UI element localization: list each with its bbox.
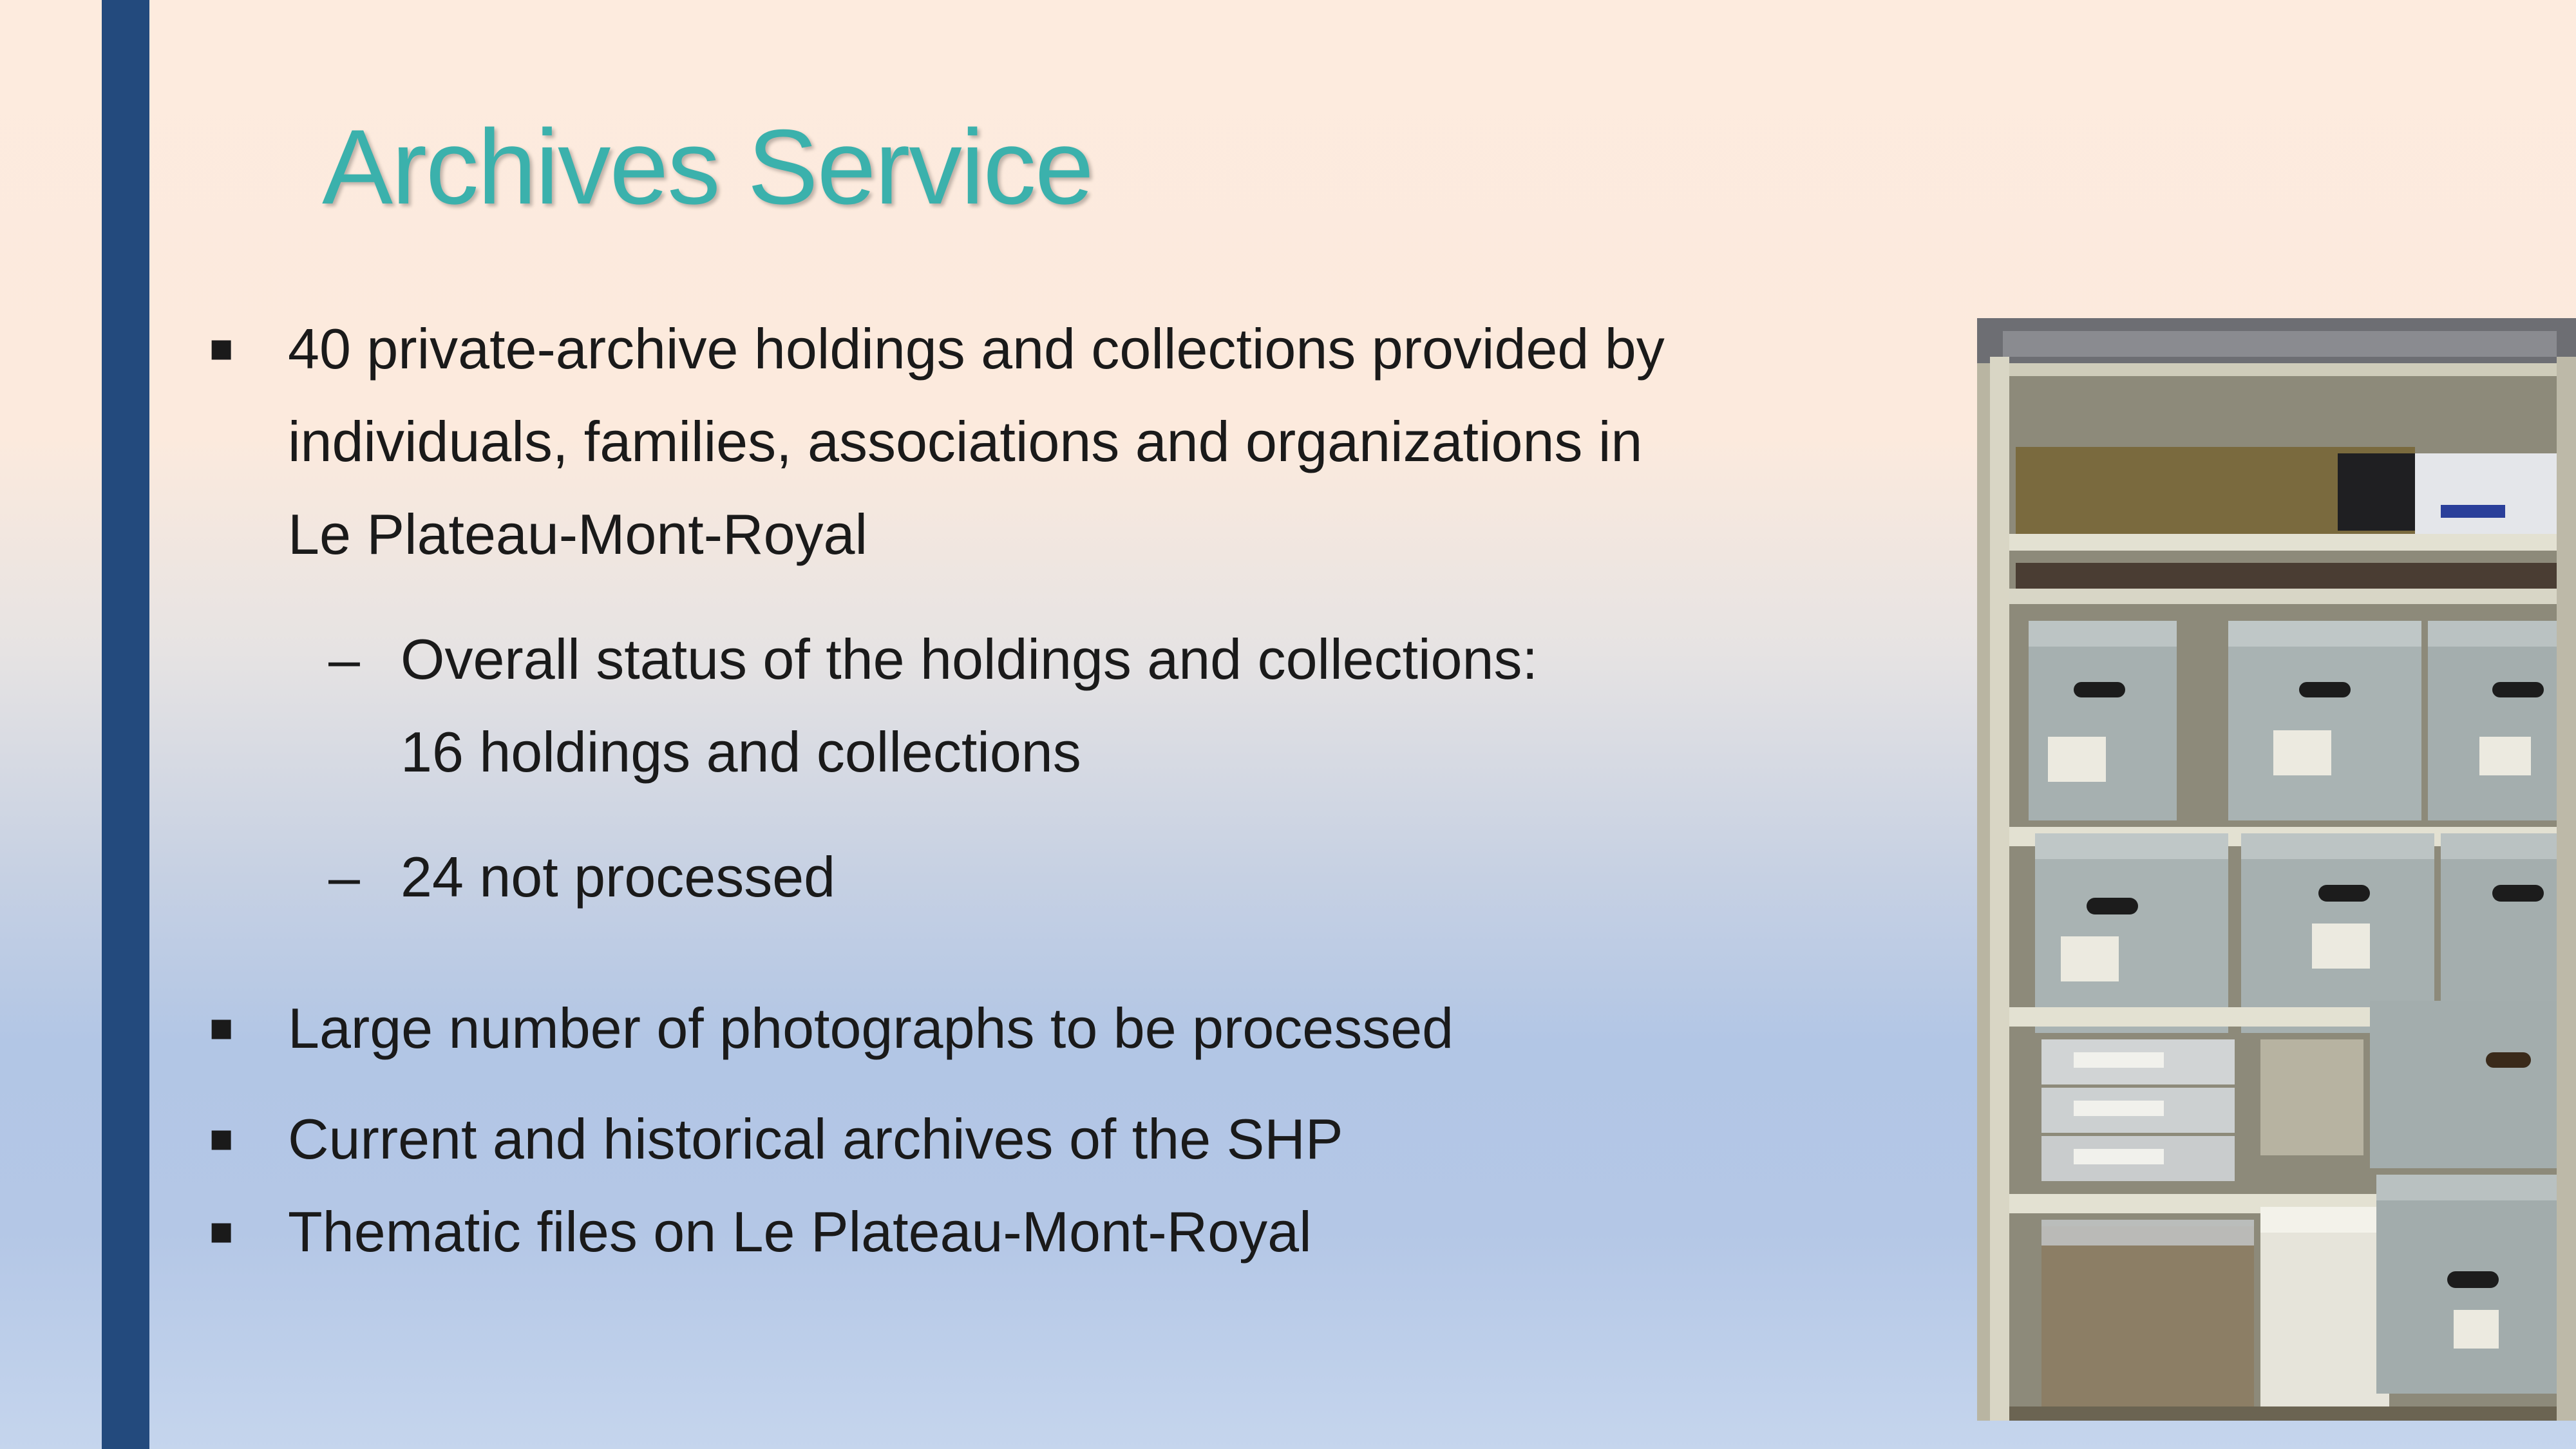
bullet-holdings — [209, 303, 1665, 581]
sub-bullet-overall-status — [328, 613, 1538, 799]
bullet-text-line: Le Plateau-Mont-Royal — [288, 502, 868, 566]
sub-bullet-text-line: 24 not processed — [401, 845, 836, 909]
left-accent-bar — [102, 0, 149, 1449]
dash-marker: – — [328, 845, 360, 909]
bullet-text-line: Large number of photographs to be processed — [288, 996, 1454, 1060]
bullet-square-icon: ■ — [209, 1117, 234, 1161]
bullet-square-icon: ■ — [209, 327, 234, 371]
bullet-text-line: individuals, families, associations and organizations in — [288, 410, 1643, 473]
bullet-shp-archives — [209, 1093, 1343, 1186]
bullet-thematic-files — [209, 1186, 1312, 1278]
bullet-text-line: Current and historical archives of the SHP — [288, 1107, 1343, 1171]
bullet-text-line: 40 private-archive holdings and collections provided by — [288, 317, 1665, 381]
sub-bullet-text-line: 16 holdings and collections — [401, 720, 1081, 784]
bullet-text-line: Thematic files on Le Plateau-Mont-Royal — [288, 1200, 1312, 1264]
archive-shelf-photo — [1977, 318, 2576, 1421]
sub-bullet-text-line: Overall status of the holdings and collections: — [401, 627, 1538, 691]
dash-marker: – — [328, 627, 360, 691]
sub-bullet-not-processed — [328, 831, 836, 923]
slide-title: Archives Service — [322, 108, 1093, 226]
bullet-square-icon: ■ — [209, 1006, 234, 1050]
bullet-photographs — [209, 982, 1454, 1075]
bullet-square-icon: ■ — [209, 1209, 234, 1254]
